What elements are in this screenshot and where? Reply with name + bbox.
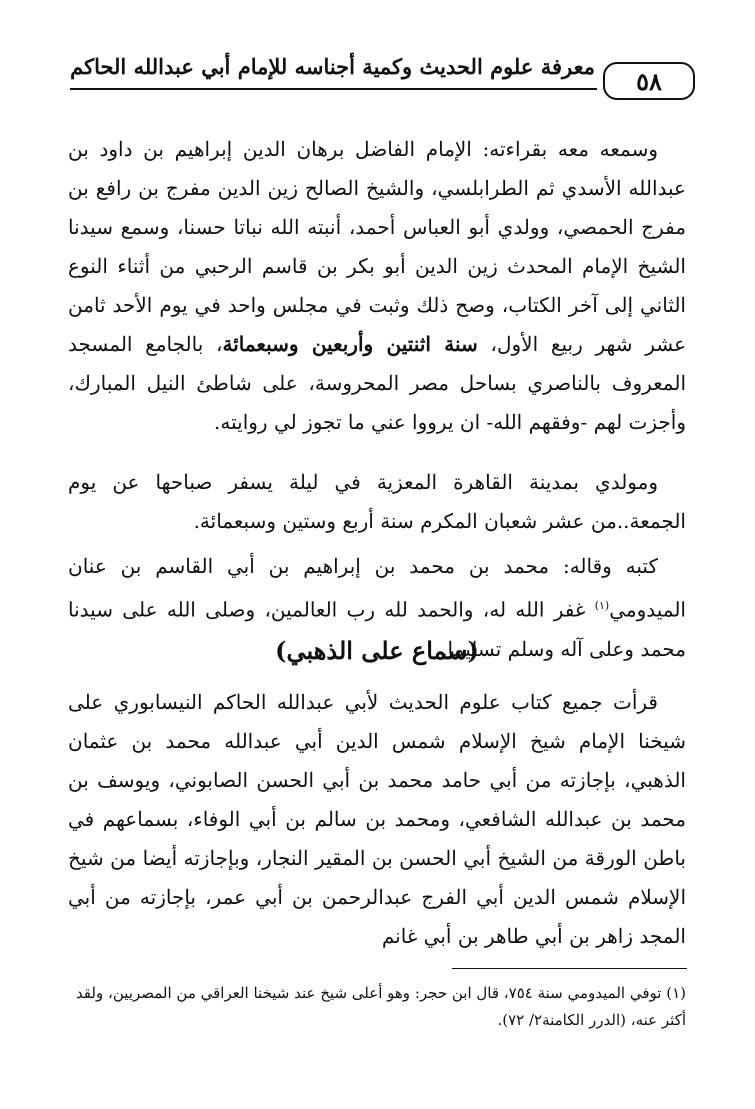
section-heading: (سماع على الذهبي) — [275, 636, 479, 665]
paragraph-audition-record — [68, 130, 686, 442]
page-number: ٥٨ — [603, 62, 695, 100]
bold-date-phrase: سنة اثنتين وأربعين وسبعمائة — [222, 332, 478, 356]
header-rule — [70, 88, 597, 90]
footnote-reference[interactable]: (١) — [594, 599, 610, 612]
footnote: (١) توفي الميدومي سنة ٧٥٤، قال ابن حجر: وهو أعلى شيخ عند شيخنا العراقي من المصريين، ولقد أكثر عنه، (الدرر الكامنة٢/ ٧٢). — [75, 984, 686, 1029]
running-header — [70, 48, 695, 100]
paragraph-text: كتبه وقاله: محمد بن محمد بن إبراهيم بن أبي القاسم بن عنان الميدومي — [68, 554, 686, 622]
paragraph-text: ومولدي بمدينة القاهرة المعزية في ليلة يسفر صباحها عن يوم الجمعة..من عشر شعبان المكرم سنة أربع وستين وسبعمائة. — [68, 470, 686, 533]
paragraph-text: غفر الله له، والحمد لله رب العالمين، وصلى الله على سيدنا محمد وعلى آله وسلم تسليما. — [68, 597, 686, 661]
paragraph-dhahabi-audition — [68, 683, 686, 956]
paragraph-text: وسمعه معه بقراءته: الإمام الفاضل برهان الدين إبراهيم بن داود بن عبدالله الأسدي ثم الطرابلسي، والشيخ الصالح زين الدين مفرج بن رافع بن مفرج الحمصي، وولدي أبو العباس أحمد، أنبته الله نباتا حسنا، وسمع سيدنا الشيخ الإمام المحدث زين الدين أبو بكر بن قاسم الرحبي من أثناء النوع الثاني إلى آخر الكتاب، وصح ذلك وثبت في مجلس واحد في يوم الأحد ثامن عشر شهر ربيع الأول، — [68, 137, 686, 356]
book-title: معرفة علوم الحديث وكمية أجناسه للإمام أبي عبدالله الحاكم — [70, 54, 595, 79]
footnote-separator — [452, 968, 687, 969]
paragraph-birth-note — [68, 463, 686, 541]
paragraph-text: ، بالجامع المسجد المعروف بالناصري بساحل مصر المحروسة، على شاطئ النيل المبارك، وأجزت لهم -وفقهم الله- ان يرووا عني ما تجوز لي روايته. — [68, 332, 686, 434]
paragraph-text: قرأت جميع كتاب علوم الحديث لأبي عبدالله الحاكم النيسابوري على شيخنا الإمام شيخ الإسلام شمس الدين أبي عبدالله محمد بن عثمان الذهبي، بإجازته من أبي حامد محمد بن أبي الحسن الصابوني، ويوسف بن محمد بن عبدالله الشافعي، ومحمد بن سالم بن أبي الوفاء، بسماعهم في باطن الورقة من الشيخ أبي الحسن بن المقير النجار، وبإجازته أيضا من شيخ الإسلام شمس الدين أبي الفرج عبدالرحمن بن أبي عمر، بإجازته من أبي المجد زاهر بن أبي طاهر بن أبي غانم — [68, 690, 686, 948]
